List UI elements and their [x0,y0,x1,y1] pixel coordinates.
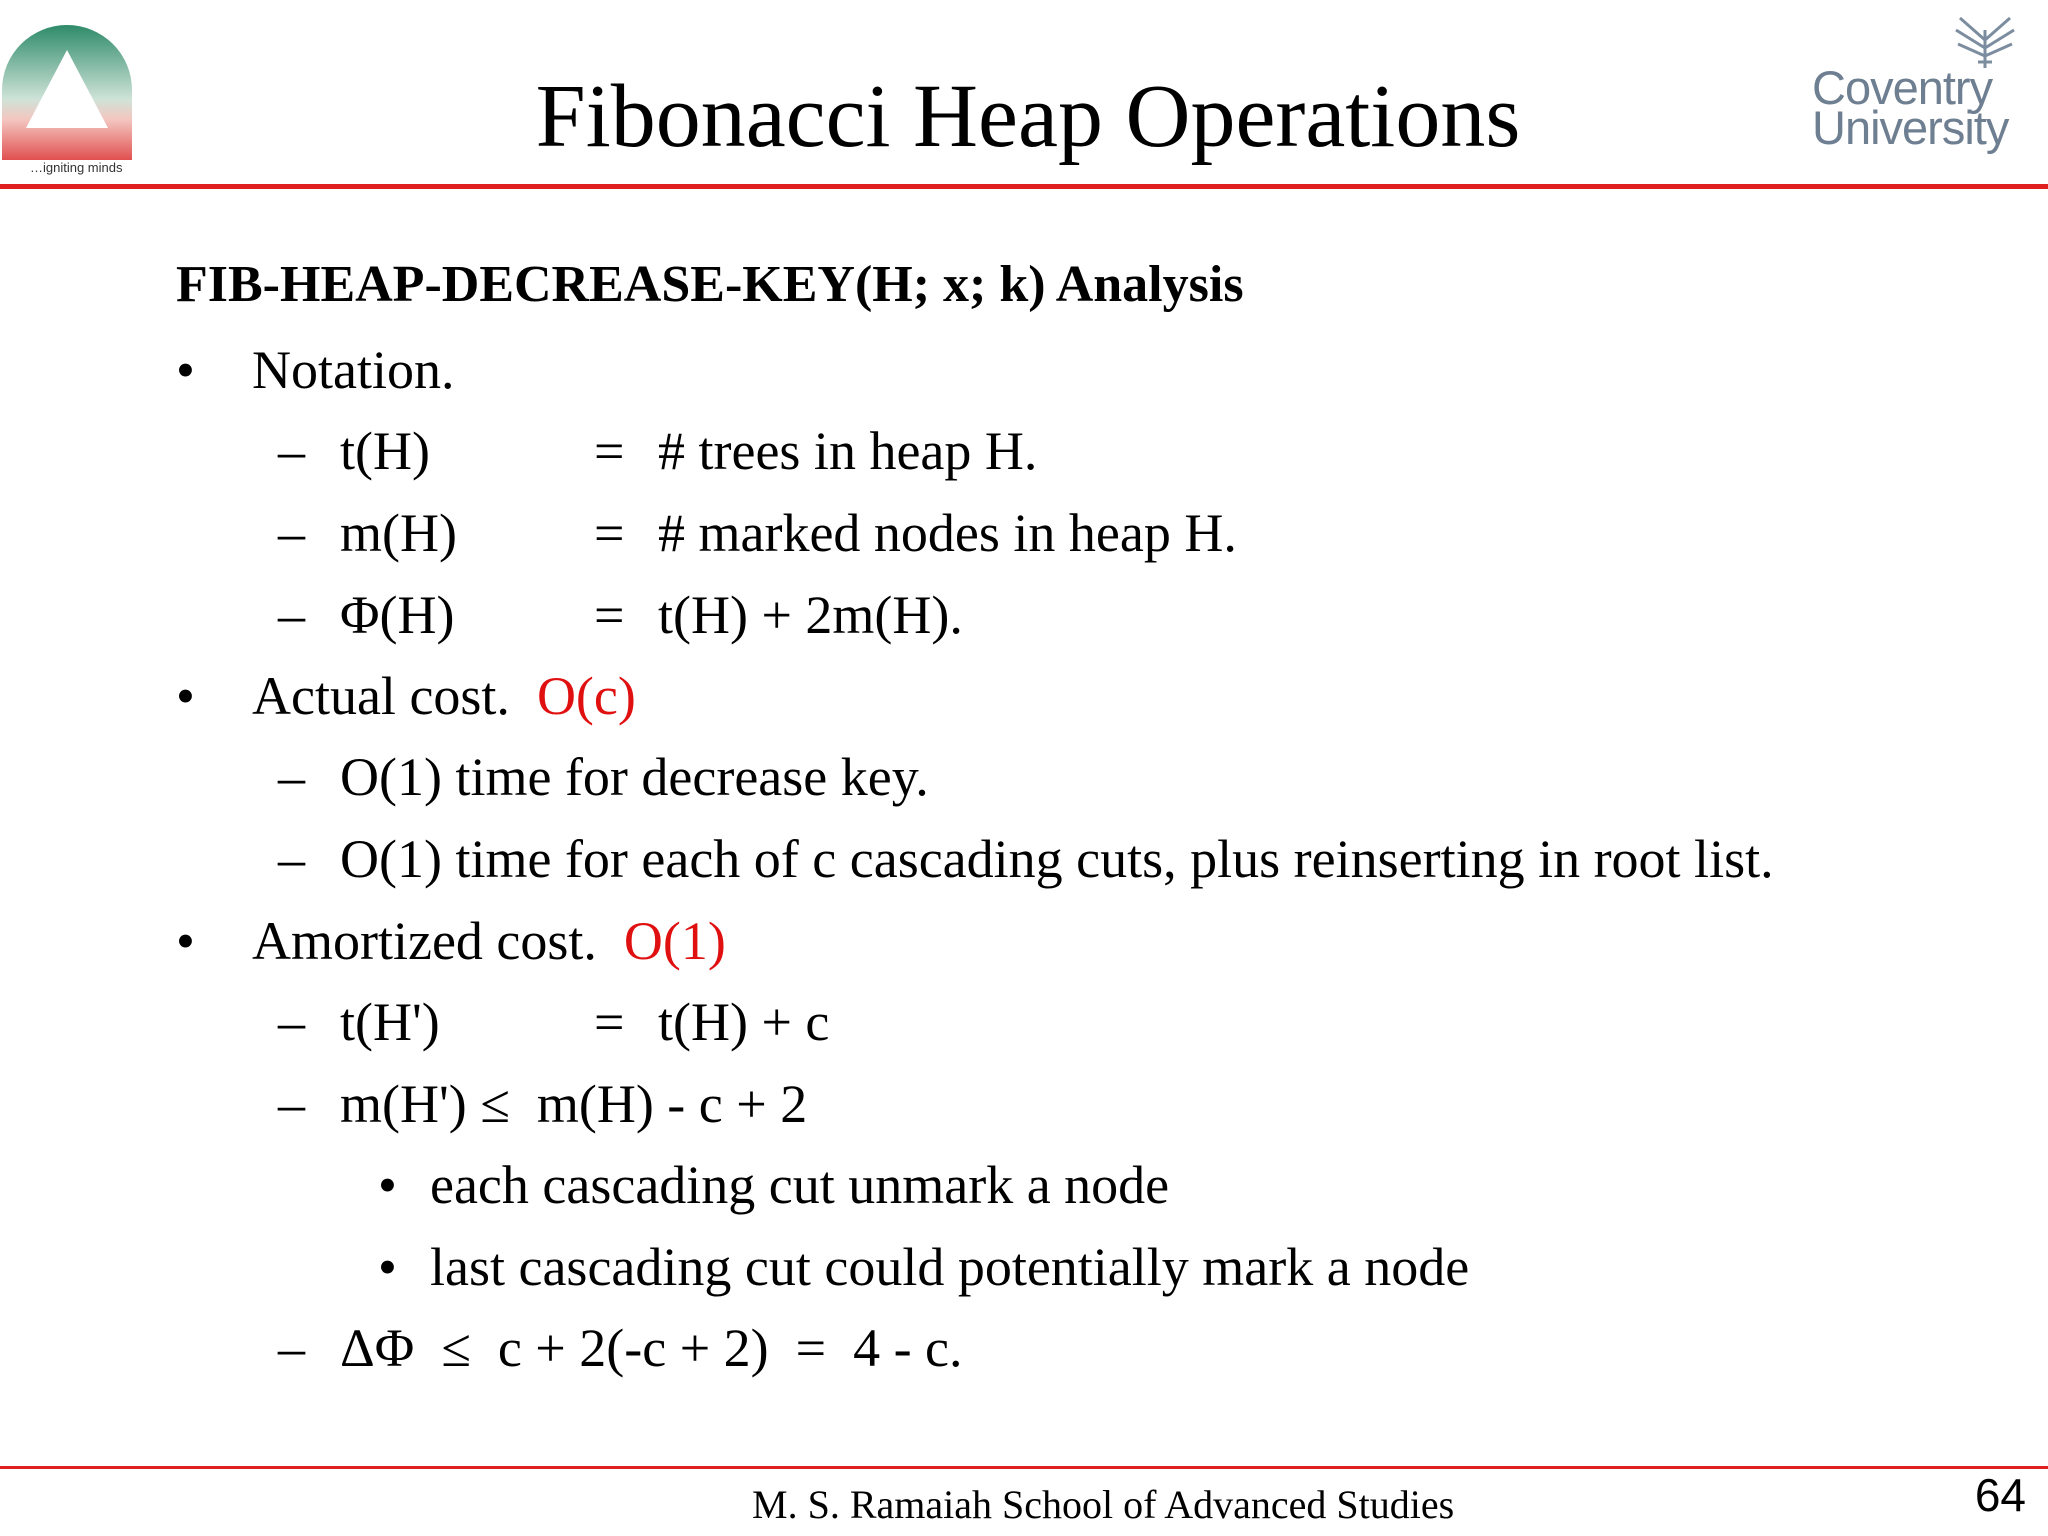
bullet-text: Amortized cost. [252,911,597,971]
dash-marker: – [278,1318,305,1378]
item-text: m(H') ≤ m(H) - c + 2 [340,1074,808,1134]
slide-title: Fibonacci Heap Operations [535,67,1521,166]
notation-lhs: Φ(H) [340,585,455,645]
wordmark-line-2: University [1812,101,2009,154]
logo-tagline: …igniting minds [30,160,123,175]
notation-equals: = [594,421,625,481]
dash-marker: – [278,992,305,1052]
sub-item-text: each cascading cut unmark a node [430,1155,1170,1215]
bullet-text: Actual cost. [252,666,510,726]
bullet-text-group [252,909,726,973]
item-text: O(1) time for decrease key. [340,747,929,807]
notation-rhs: t(H) + c [658,992,830,1052]
notation-rhs: # trees in heap H. [658,421,1038,481]
wordmark-line-1: Coventry [1812,61,1993,114]
bullet-text-group [252,664,636,728]
notation-rhs: # marked nodes in heap H. [658,503,1237,563]
dash-marker: – [278,503,305,563]
cost-highlight: O(c) [536,666,636,726]
notation-equals: = [594,992,625,1052]
footer-divider [0,1466,2048,1469]
dash-marker: – [278,585,305,645]
footer-institution: M. S. Ramaiah School of Advanced Studies [752,1482,1455,1527]
notation-lhs: t(H) [340,421,430,481]
dash-marker: – [278,421,305,481]
dash-marker: – [278,1074,305,1134]
sub-bullet-marker: • [378,1237,397,1297]
dash-marker: – [278,829,305,889]
header-divider [0,184,2048,189]
item-text: ΔΦ ≤ c + 2(-c + 2) = 4 - c. [340,1318,963,1378]
cost-highlight: O(1) [623,911,726,971]
bullet-marker: • [176,340,195,400]
coventry-university-logo [1810,10,2040,160]
notation-equals: = [594,585,625,645]
bullet-marker: • [176,911,195,971]
notation-lhs: m(H) [340,503,457,563]
bullet-marker: • [176,666,195,726]
notation-equals: = [594,503,625,563]
page-number: 64 [1974,1469,2026,1521]
sub-bullet-marker: • [378,1155,397,1215]
section-heading: FIB-HEAP-DECREASE-KEY(H; x; k) Analysis [176,256,1244,313]
item-text: O(1) time for each of c cascading cuts, plus reinserting in root list. [340,829,1774,889]
notation-lhs: t(H') [340,992,440,1052]
dash-marker: – [278,747,305,807]
university-wordmark [1812,61,2009,154]
sub-item-text: last cascading cut could potentially mark a node [430,1237,1470,1297]
notation-rhs: t(H) + 2m(H). [658,585,963,645]
bullet-text: Notation. [252,340,455,400]
